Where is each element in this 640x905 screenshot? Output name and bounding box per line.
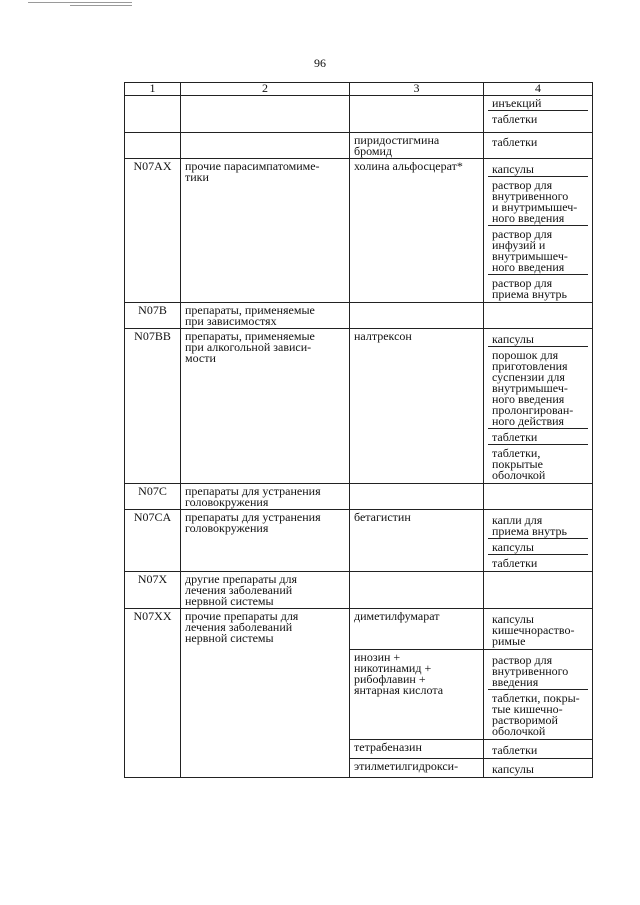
column-header-2: 2 [181,83,350,96]
code-cell [125,133,181,159]
group-cell: прочие препараты для лечения заболеваний нервной системы [181,609,350,778]
dosage-form: порошок для приготовления суспензии для внутримышеч- ного введения пролонгирован- ного действия [488,347,588,429]
drug-cell [350,572,484,609]
group-cell: препараты для устранения головокружения [181,510,350,572]
scan-artifact-line [70,5,132,6]
dosage-form: капсулы [488,331,588,347]
group-cell: препараты, применяемые при зависимостях [181,303,350,329]
dosage-form: таблетки, покры- тые кишечно- растворимой оболочкой [492,691,580,738]
dosage-forms-cell [484,572,593,609]
column-header-3: 3 [350,83,484,96]
code-cell: N07X [125,572,181,609]
dosage-form: капсулы [488,161,588,177]
code-cell: N07XX [125,609,181,778]
drug-cell: бетагистин [350,510,484,572]
dosage-forms-cell [484,609,593,650]
table-row [125,159,593,303]
group-cell: другие препараты для лечения заболеваний нервной системы [181,572,350,609]
dosage-form: капсулы кишечнораство- римые [492,612,575,648]
column-header-1: 1 [125,83,181,96]
dosage-forms-cell [484,96,593,133]
code-cell: N07CA [125,510,181,572]
group-cell [181,96,350,133]
drug-cell: налтрексон [350,329,484,484]
dosage-form: таблетки [492,135,538,149]
table-row [125,329,593,484]
dosage-forms-cell [484,484,593,510]
group-cell [181,133,350,159]
dosage-form: раствор для внутривенного и внутримышеч- ного введения [488,177,588,226]
group-cell: препараты, применяемые при алкогольной зависи- мости [181,329,350,484]
drug-cell [350,484,484,510]
dosage-form: капсулы [492,762,534,776]
code-cell: N07AX [125,159,181,303]
group-cell: прочие парасимпатомиме- тики [181,159,350,303]
dosage-forms-cell [484,650,593,740]
dosage-forms-cell [484,510,593,572]
dosage-form: раствор для инфузий и внутримышеч- ного введения [488,226,588,275]
scan-artifact-line [28,2,132,3]
drug-cell: диметилфумарат [350,609,484,650]
drug-cell [350,96,484,133]
table-row [125,133,593,159]
drug-cell: инозин + никотинамид + рибофлавин + янтарная кислота [350,650,484,740]
dosage-form: таблетки, покрытые оболочкой [492,446,546,482]
code-cell: N07BB [125,329,181,484]
dosage-form: инъекций [488,98,588,111]
table-row [125,572,593,609]
group-cell: препараты для устранения головокружения [181,484,350,510]
page-number: 96 [314,56,326,70]
dosage-forms-cell [484,740,593,759]
drug-cell: пиридостигмина бромид [350,133,484,159]
table-row [125,303,593,329]
dosage-form: таблетки [492,556,538,570]
dosage-form: раствор для внутривенного введения [488,652,588,690]
drug-cell: холина альфосцерат* [350,159,484,303]
drug-cell: этилметилгидрокси- [350,759,484,778]
dosage-form: таблетки [488,429,588,445]
dosage-forms-cell [484,133,593,159]
dosage-form: раствор для приема внутрь [492,276,567,301]
table-header-row [125,83,593,96]
drug-cell: тетрабеназин [350,740,484,759]
dosage-forms-cell [484,303,593,329]
code-cell: N07C [125,484,181,510]
drug-classification-table [124,82,593,778]
drug-cell [350,303,484,329]
table-row [125,96,593,133]
code-cell: N07B [125,303,181,329]
column-header-4: 4 [484,83,593,96]
table-row [125,484,593,510]
dosage-form: таблетки [492,112,538,126]
table-row [125,510,593,572]
dosage-forms-cell [484,159,593,303]
dosage-form: таблетки [492,743,538,757]
dosage-forms-cell [484,329,593,484]
code-cell [125,96,181,133]
dosage-forms-cell [484,759,593,778]
dosage-form: капли для приема внутрь [488,512,588,539]
table-row [125,609,593,650]
dosage-form: капсулы [488,539,588,555]
